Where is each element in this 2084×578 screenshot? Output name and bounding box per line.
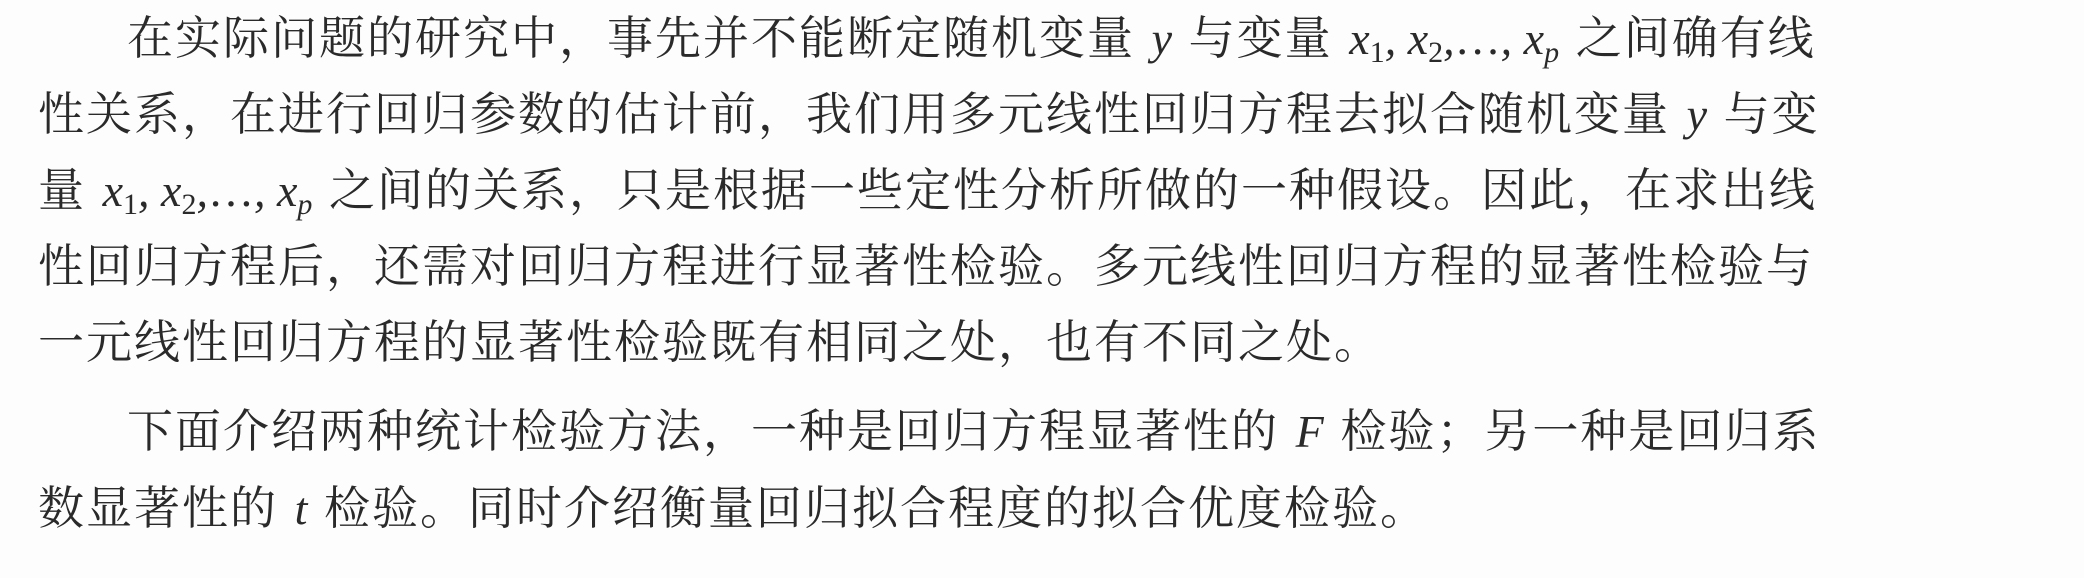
text-segment: 下面介绍两种统计检验方法，一种是回归方程显著性的 <box>127 404 1279 458</box>
math-x-sequence: $x_1$, $x_2,\dots$, $x_p$ <box>102 165 313 221</box>
text-segment: 性关系，在进行回归参数的估计前，我们用多元线性回归方程去拟合随机变量 <box>38 87 1670 141</box>
math-var-x: x <box>161 165 182 216</box>
math-var-x: x <box>1407 13 1429 64</box>
subscript: 2 <box>181 188 197 221</box>
subscript: p <box>1544 36 1560 69</box>
text-segment: 在实际问题的研究中，事先并不能断定随机变量 <box>127 11 1135 65</box>
text-segment: 检验。同时介绍衡量回归拟合程度的拟合优度检验。 <box>324 481 1429 535</box>
math-var-x: x <box>102 165 124 216</box>
math-var-F: F <box>1295 406 1324 457</box>
math-var-x: x <box>276 165 298 216</box>
math-var-t: t <box>294 483 308 534</box>
text-segment: 与变量 <box>1188 11 1333 65</box>
subscript: p <box>297 188 313 221</box>
math-var-y: y <box>1151 13 1173 64</box>
math-var-y: y <box>1686 89 1708 140</box>
paragraph-1-line-3 <box>38 160 1817 221</box>
subscript: 2 <box>1428 36 1444 69</box>
text-segment: 之间的关系，只是根据一些定性分析所做的一种假设。因此，在求出线 <box>329 163 1818 217</box>
text-segment: 之间确有线 <box>1575 11 1816 65</box>
text-segment: 量 <box>38 163 86 217</box>
paragraph-1-line-2 <box>38 84 1820 145</box>
ellipsis: … <box>207 165 254 216</box>
paragraph-2-line-2 <box>38 478 1428 539</box>
paragraph-2-line-1 <box>127 401 1820 462</box>
paragraph-1-line-4: 性回归方程后，还需对回归方程进行显著性检验。多元线性回归方程的显著性检验与 <box>38 239 1814 293</box>
paragraph-1-line-5: 一元线性回归方程的显著性检验既有相同之处，也有不同之处。 <box>38 315 1382 369</box>
text-segment: 数显著性的 <box>38 481 278 535</box>
paragraph-1-line-1 <box>127 8 1816 69</box>
subscript: 1 <box>1369 36 1385 69</box>
math-var-x: x <box>1523 13 1545 64</box>
math-var-x: x <box>1349 13 1370 64</box>
subscript: 1 <box>123 188 139 221</box>
text-segment: 检验；另一种是回归系 <box>1340 404 1821 458</box>
math-x-sequence: $x_1$, $x_2,\dots$, $x_p$ <box>1349 13 1560 69</box>
ellipsis: … <box>1454 13 1501 64</box>
text-segment: 与变 <box>1723 87 1820 141</box>
